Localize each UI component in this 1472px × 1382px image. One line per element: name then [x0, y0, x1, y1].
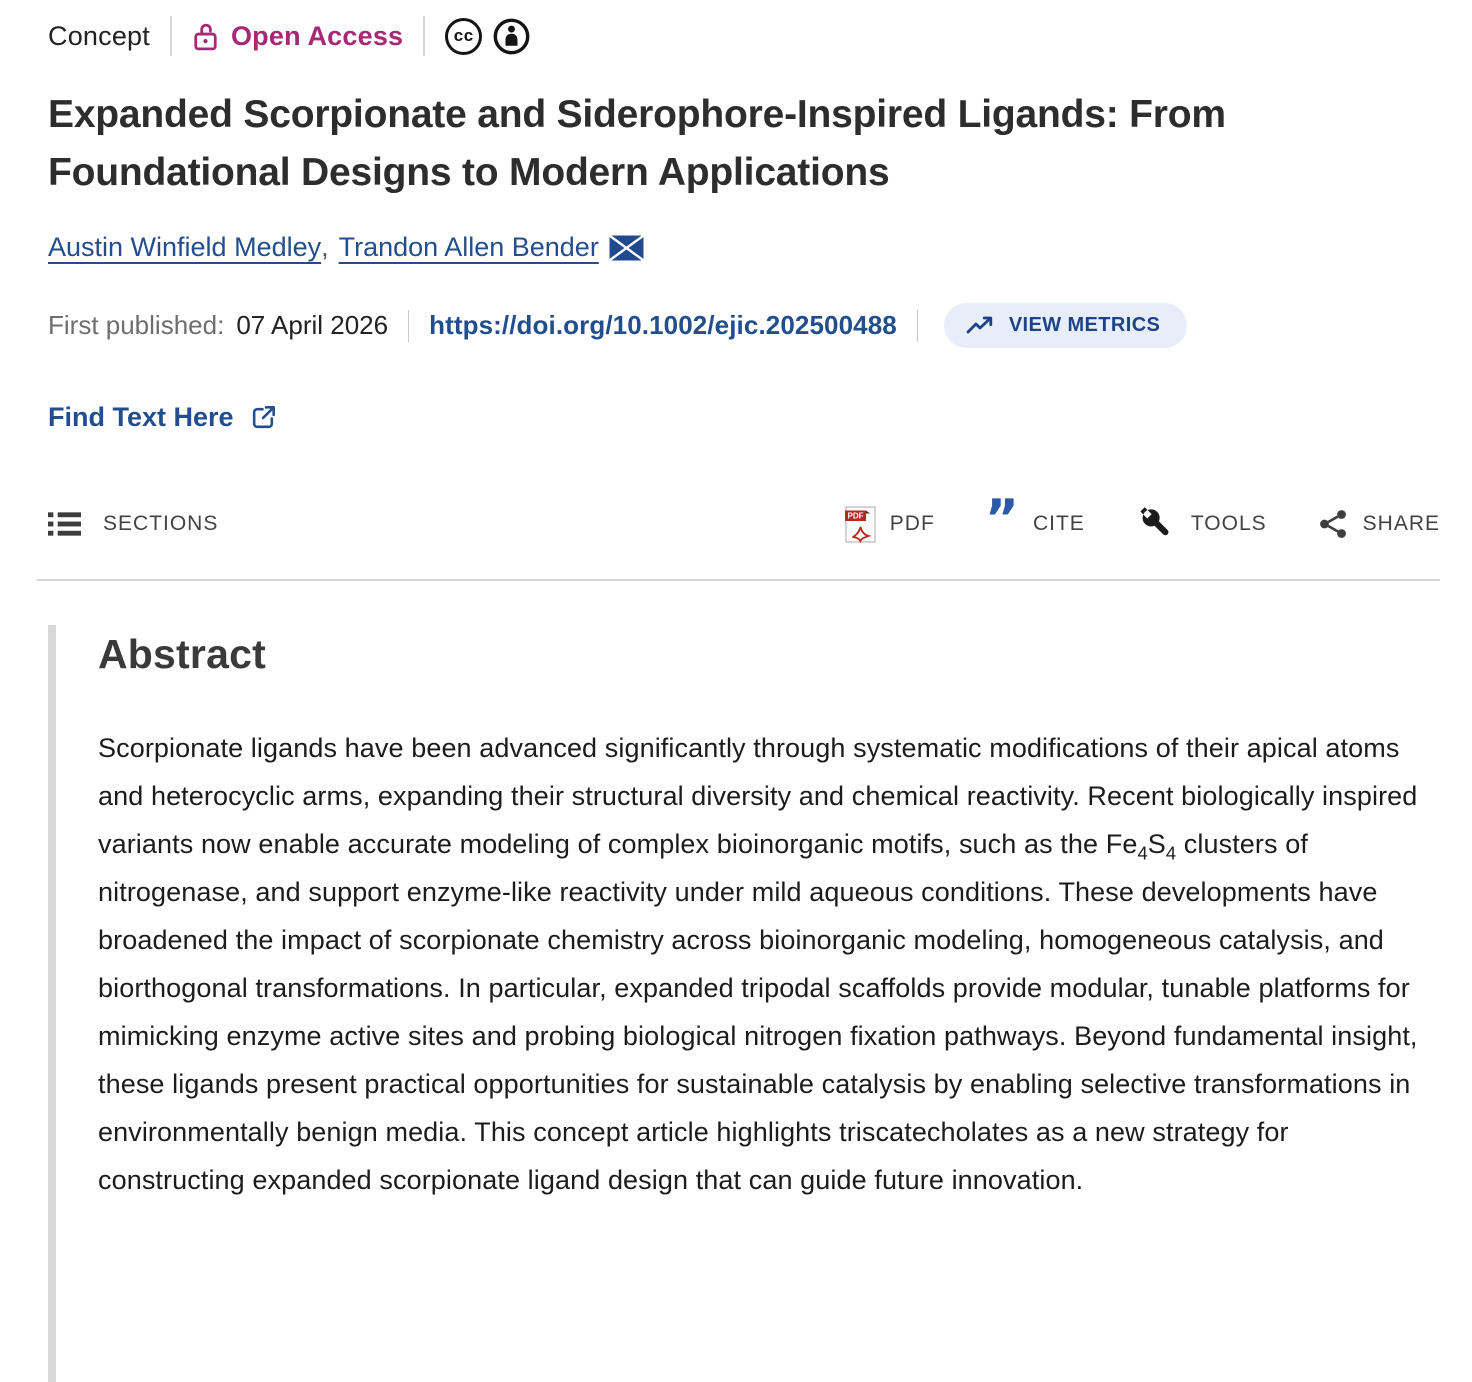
quote-icon: ” [984, 489, 1019, 549]
sections-label: SECTIONS [103, 512, 219, 535]
toolbar-divider-rule [37, 579, 1440, 581]
doi-link[interactable]: https://doi.org/10.1002/ejic.202500488 [429, 310, 897, 340]
author-separator: , [321, 232, 329, 262]
badge-row [48, 14, 1440, 58]
vertical-divider [408, 310, 409, 342]
formula-element: S [1147, 829, 1166, 859]
sections-list-icon [48, 510, 81, 538]
find-text-row [48, 402, 1440, 433]
cite-button[interactable] [984, 489, 1085, 549]
share-label: SHARE [1362, 512, 1440, 535]
creative-commons-icon[interactable]: cc [445, 18, 482, 55]
abstract-section [48, 625, 1440, 1382]
author-list [48, 232, 1440, 263]
pdf-file-icon [845, 506, 876, 543]
vertical-divider [170, 16, 172, 56]
article-type-label: Concept [48, 20, 150, 51]
article-toolbar [48, 489, 1440, 549]
author-link-trandon-allen-bender[interactable]: Trandon Allen Bender [338, 232, 599, 262]
abstract-text [98, 724, 1432, 1204]
author-link-austin-winfield-medley[interactable]: Austin Winfield Medley [48, 232, 322, 262]
article-title: Expanded Scorpionate and Siderophore-Inspired Ligands: From Foundational Designs to Modern Applications [48, 93, 1226, 194]
publication-info-row [48, 303, 1440, 348]
first-published-label: First published: [48, 310, 225, 340]
formula-subscript: 4 [1137, 842, 1148, 864]
wrench-icon [1135, 505, 1177, 543]
email-envelope-icon[interactable] [609, 235, 644, 261]
abstract-text-part2: clusters of nitrogenase, and support enzyme-like reactivity under mild aqueous conditions. These developments have broadened the impact of scorpionate chemistry across bioinorganic modeling, homogeneous catalysis, and biorthogonal transformations. In particular, expanded tripodal scaffolds provide modular, tunable platforms for mimicking enzyme active sites and probing biological nitrogen fixation pathways. Beyond fundamental insight, these ligands present practical opportunities for sustainable catalysis by enabling selective transformations in environmentally benign media. This concept article highlights triscatecholates as a new strategy for constructing expanded scorpionate ligand design that can guide future innovation. [98, 829, 1418, 1195]
abstract-text-part1: Scorpionate ligands have been advanced significantly through systematic modifications of their apical atoms and heterocyclic arms, expanding their structural diversity and chemical reactivity. Recent biologically inspired variants now enable accurate modeling of complex bioinorganic motifs, such as the Fe [98, 733, 1418, 859]
open-access-badge [192, 21, 403, 52]
formula-subscript: 4 [1165, 842, 1177, 864]
vertical-divider [423, 16, 425, 56]
svg-text:PDF: PDF [847, 511, 864, 521]
view-metrics-button[interactable] [944, 303, 1187, 348]
tools-label: TOOLS [1190, 512, 1267, 535]
external-link-icon[interactable] [250, 404, 277, 431]
abstract-heading: Abstract [98, 631, 266, 677]
find-text-link[interactable]: Find Text Here [48, 402, 234, 432]
toolbar-actions [845, 489, 1440, 549]
license-icons [445, 18, 530, 55]
share-button[interactable] [1317, 508, 1440, 540]
share-icon [1317, 508, 1349, 540]
vertical-divider [917, 310, 918, 342]
open-access-label: Open Access [230, 20, 404, 51]
sections-button[interactable] [48, 510, 218, 538]
view-metrics-label: VIEW METRICS [1008, 314, 1161, 336]
pdf-button[interactable] [845, 506, 935, 543]
cite-label: CITE [1032, 512, 1085, 535]
open-lock-icon [192, 21, 219, 52]
pdf-label: PDF [889, 512, 935, 535]
trending-up-icon [966, 315, 996, 337]
cc-by-person-icon[interactable] [493, 18, 530, 55]
tools-button[interactable] [1135, 505, 1267, 543]
first-published-date: 07 April 2026 [236, 310, 389, 340]
